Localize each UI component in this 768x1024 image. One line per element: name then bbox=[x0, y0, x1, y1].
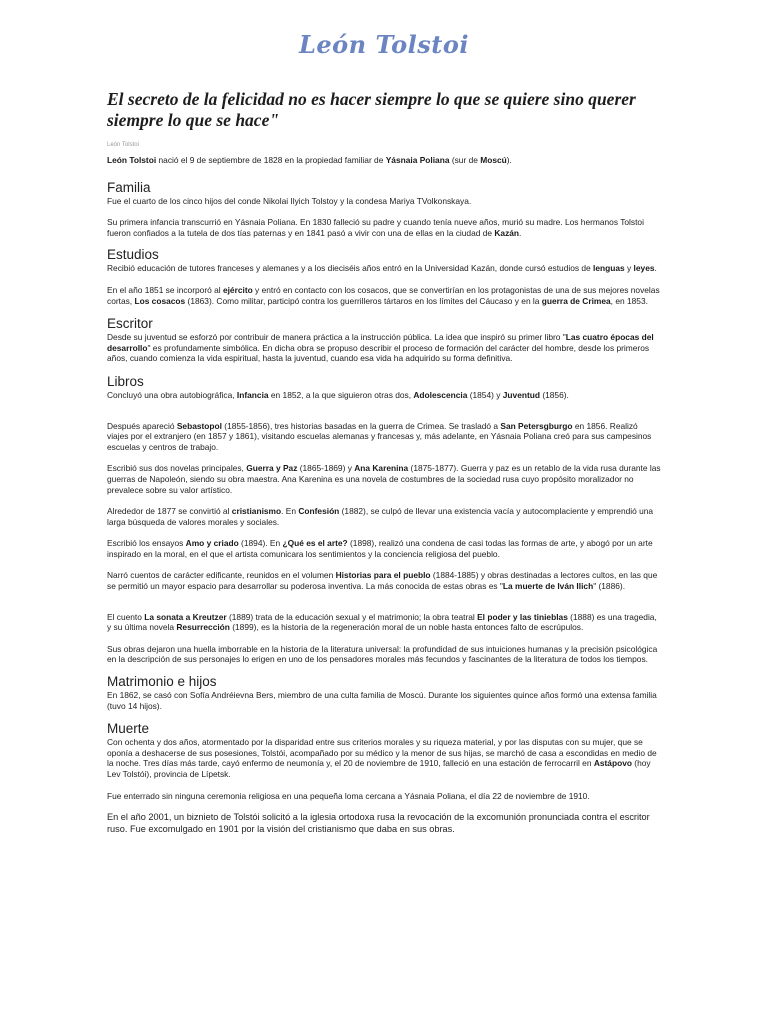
bold-term: Juventud bbox=[502, 389, 540, 400]
section-heading-muerte: Muerte bbox=[107, 721, 150, 737]
quote-author: León Tolstoi bbox=[107, 142, 139, 148]
paragraph: Recibió educación de tutores franceses y alemanes y a los dieciséis años entró en la Universidad Kazán, donde cursó estudios de lenguas y leyes. bbox=[107, 263, 657, 274]
bold-term: ¿Qué es el arte? bbox=[282, 538, 348, 549]
paragraph: Su primera infancia transcurrió en Yásnaia Poliana. En 1830 falleció su padre y cuando tenía nueve años, murió su madre. Los hermanos Tolstoi fueron confiados a la tutela de dos tías paternas y en 1841 pasó a vivir con una de ellas en la ciudad de Kazán. bbox=[107, 217, 644, 238]
section-heading-libros: Libros bbox=[107, 373, 144, 389]
paragraph: Fue enterrado sin ninguna ceremonia religiosa en una pequeña loma cercana a Yásnaia Poliana, el día 22 de noviembre de 1910. bbox=[107, 790, 590, 801]
bold-term: León Tolstoi bbox=[107, 155, 157, 165]
paragraph: Desde su juventud se esforzó por contribuir de manera práctica a la instrucción pública. La idea que inspiró su primer libro "Las cuatro épocas del desarrollo" es profundamente simbólica. En dicha obra se propuso describir el proceso de formación del carácter del hombre, desde los primeros años, cuando comienza la vida espiritual, hasta la juventud, cuando esa vida ha adquirido su forma definitiva. bbox=[107, 332, 654, 364]
paragraph: En 1862, se casó con Sofía Andréievna Bers, miembro de una culta familia de Moscú. Durante los siguientes quince años formó una extensa familia (tuvo 14 hijos). bbox=[107, 690, 657, 711]
paragraph: Fue el cuarto de los cinco hijos del conde Nikolai Ilyich Tolstoy y la condesa Mariya TVolkonskaya. bbox=[107, 195, 472, 206]
section-heading-familia: Familia bbox=[107, 179, 151, 195]
bold-term: cristianismo bbox=[231, 506, 282, 517]
bold-term: lenguas bbox=[593, 263, 625, 274]
bold-term: Guerra y Paz bbox=[246, 463, 298, 474]
paragraph: Con ochenta y dos años, atormentado por la disparidad entre sus criterios morales y su riqueza material, y por las disputas con su mujer, que se oponía a deshacerse de sus posesiones, Tolstói, acompañado por su médico y la menor de sus hijas, se marchó de casa a escondidas en medio de la noche. Tres días más tarde, cayó enfermo de neumonía y, el 20 de noviembre de 1910, falleció en una estación de ferrocarril en Astápovo (hoy Lev Tolstói), provincia de Lípetsk. bbox=[107, 737, 657, 779]
paragraph: Narró cuentos de carácter edificante, reunidos en el volumen Historias para el pueblo (1884-1885) y obras destinadas a lectores cultos, en las que se permitió un mayor espacio para desarrollar su poderosa inventiva. La más conocida de estas obras es "La muerte de Iván Ilich" (1886). bbox=[107, 570, 658, 592]
bold-term: Resurrección bbox=[176, 622, 230, 633]
bold-term: San Petersgburgo bbox=[500, 420, 573, 431]
intro-paragraph: León Tolstoi nació el 9 de septiembre de 1828 en la propiedad familiar de Yásnaia Poliana (sur de Moscú). bbox=[107, 155, 512, 165]
quote: El secreto de la felicidad no es hacer siempre lo que se quiere sino querer siempre lo que se hace" bbox=[107, 89, 636, 130]
paragraph: Escribió los ensayos Amo y criado (1894). En ¿Qué es el arte? (1898), realizó una condena de casi todas las formas de arte, y abogó por un arte inspirado en la moral, en el que el artista comunicara los sentimientos y la conciencia religiosa del pueblo. bbox=[107, 538, 653, 559]
site-title: León Tolstoi bbox=[299, 30, 469, 59]
paragraph: Después apareció Sebastopol (1855-1856), tres historias basadas en la guerra de Crimea. Se trasladó a San Petersgburgo en 1856. Realizó viajes por el extranjero (en 1857 y 1861), visitando escuelas alemanas y francesas y, más adelante, en Yásnaia Poliana creó para sus campesinos escuelas y centros de trabajo. bbox=[107, 420, 652, 452]
bold-term: La muerte de Iván Ilich bbox=[502, 581, 594, 592]
paragraph: Alrededor de 1877 se convirtió al cristianismo. En Confesión (1882), se culpó de llevar una existencia vacía y autocomplaciente y emprendió una larga búsqueda de valores morales y sociales. bbox=[107, 506, 654, 527]
bold-term: Ana Karenina bbox=[354, 463, 409, 474]
bold-term: Kazán bbox=[494, 227, 520, 238]
bold-term: leyes bbox=[633, 263, 655, 274]
paragraph: En el año 1851 se incorporó al ejército y entró en contacto con los cosacos, que se convertirían en los protagonistas de una de sus mejores novelas cortas, Los cosacos (1863). Como militar, participó contra los guerrilleros tártaros en los límites del Cáucaso y en la guerra de Crimea, en 1853. bbox=[107, 284, 660, 306]
bold-term: Adolescencia bbox=[413, 389, 468, 400]
bold-term: Astápovo bbox=[593, 758, 632, 769]
bold-term: Infancia bbox=[236, 389, 269, 400]
bold-term: Los cosacos bbox=[134, 295, 186, 306]
bold-term: Moscú bbox=[480, 155, 507, 165]
bold-term: Confesión bbox=[298, 506, 340, 517]
section-heading-matrimonio: Matrimonio e hijos bbox=[107, 674, 217, 690]
bold-term: ejército bbox=[222, 284, 253, 295]
paragraph: En el año 2001, un biznieto de Tolstói solicitó a la iglesia ortodoxa rusa la revocación de la excomunión pronunciada contra el escritor ruso. Fue excomulgado en 1901 por la visión del cristianismo que daba en sus obras. bbox=[107, 812, 650, 834]
bold-term: Las cuatro épocas del desarrollo bbox=[107, 332, 654, 353]
paragraph: Concluyó una obra autobiográfica, Infancia en 1852, a la que siguieron otras dos, Adolescencia (1854) y Juventud (1856). bbox=[107, 389, 569, 400]
bold-term: Sebastopol bbox=[176, 420, 222, 431]
bold-term: El poder y las tinieblas bbox=[477, 611, 568, 622]
paragraph: Escribió sus dos novelas principales, Guerra y Paz (1865-1869) y Ana Karenina (1875-1877). Guerra y paz es un retablo de la vida rusa durante las guerras de Napoleón, siendo su obra maestra. Ana Karenina es una novela de costumbres de la sociedad rusa cuyo propósito moralizador no prevalece sobre su valor artístico. bbox=[107, 463, 661, 495]
section-heading-escritor: Escritor bbox=[107, 316, 153, 332]
section-heading-estudios: Estudios bbox=[107, 247, 159, 263]
bold-term: Amo y criado bbox=[185, 538, 239, 549]
bold-term: guerra de Crimea bbox=[541, 295, 611, 306]
paragraph: El cuento La sonata a Kreutzer (1889) trata de la educación sexual y el matrimonio; la obra teatral El poder y las tinieblas (1888) es una tragedia, y su última novela Resurrección (1899), es la historia de la regeneración moral de un noble hasta entonces falto de escrúpulos. bbox=[107, 611, 657, 633]
paragraph: Sus obras dejaron una huella imborrable en la historia de la literatura universal: la profundidad de sus intuiciones humanas y la precisión psicológica en la descripción de sus personajes lo erigen en uno de los pensadores morales más fecundos y fascinantes de la literatura de todos los tiempos. bbox=[107, 643, 658, 665]
bold-term: Historias para el pueblo bbox=[335, 570, 431, 581]
bold-term: La sonata a Kreutzer bbox=[144, 611, 227, 622]
bold-term: Yásnaia Poliana bbox=[385, 155, 450, 165]
